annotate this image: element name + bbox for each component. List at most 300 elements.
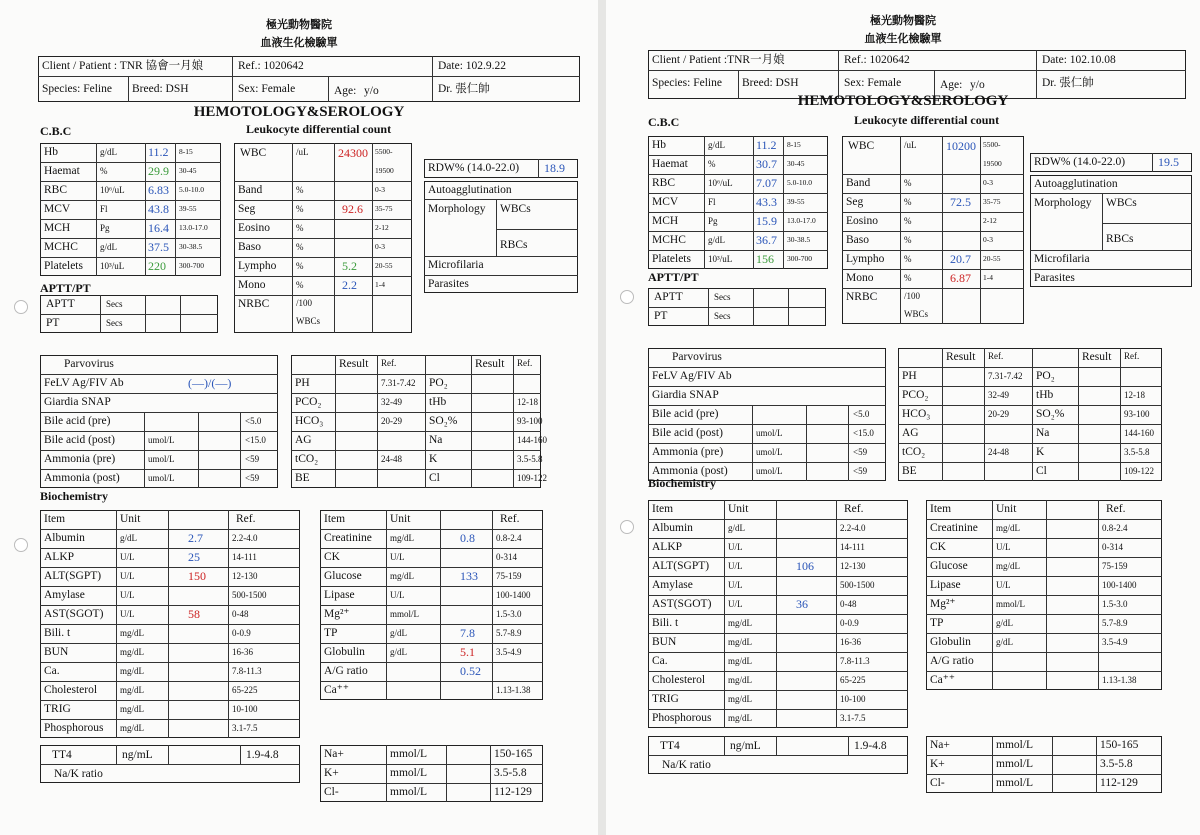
cbc-unit: g/dL (708, 235, 725, 245)
row-divider (926, 519, 1162, 520)
doctor-field: Dr. 張仁帥 (438, 83, 490, 95)
wbc-value: 24300 (338, 146, 368, 160)
cbc-unit: g/dL (708, 140, 725, 150)
electrolyte-ref: 3.5-5.8 (1100, 758, 1133, 770)
cbc-value: 7.07 (756, 176, 777, 190)
cbc-unit: 10⁶/uL (100, 185, 125, 195)
bg-ref: 3.5-5.8 (517, 454, 543, 464)
row-divider (234, 295, 412, 296)
wbc-name: WBC (240, 147, 267, 159)
bio-unit: mg/dL (120, 647, 144, 657)
lab-report-sheet-left (0, 0, 598, 835)
row-divider (926, 774, 1162, 775)
bio-ref: 1.13-1.38 (1102, 675, 1137, 685)
column-divider (232, 56, 233, 102)
leuko-unit: % (296, 242, 304, 252)
electrolyte-name: Na+ (930, 739, 950, 751)
column-divider (446, 745, 447, 802)
bg-ref: 93-100 (1124, 409, 1150, 419)
cbc-unit: % (708, 159, 716, 169)
row-divider (648, 690, 908, 691)
leuko-name: Band (238, 184, 263, 196)
bio-unit: mmol/L (996, 599, 1025, 609)
rdw-label: RDW% (14.0-22.0) (428, 162, 520, 174)
row-divider (842, 174, 1024, 175)
sex-field: Sex: Female (238, 83, 296, 95)
row-divider (234, 257, 412, 258)
electrolyte-ref: 112-129 (1100, 777, 1138, 789)
bio-ref-header: Ref. (844, 503, 864, 515)
row-divider (1030, 250, 1192, 251)
column-divider (848, 736, 849, 755)
leuko-name: Lympho (846, 253, 885, 265)
row-divider (898, 405, 1162, 406)
wbc-unit: /uL (904, 140, 917, 150)
bio-unit: mg/dL (120, 628, 144, 638)
electrolyte-unit: mmol/L (390, 748, 428, 760)
bio-ref: 7.8-11.3 (840, 656, 870, 666)
leuko-name: Baso (846, 234, 869, 246)
cbc-unit: Pg (100, 223, 110, 233)
cbc-unit: 10⁶/uL (708, 178, 733, 188)
serology-ref: <59 (853, 466, 868, 476)
wbc-ref: 5500- (983, 140, 1001, 149)
row-divider (40, 624, 300, 625)
row-divider (320, 586, 543, 587)
leuko-title: Leukocyte differential count (246, 122, 392, 136)
serology-unit: umol/L (148, 454, 175, 464)
leuko-name: Seg (846, 196, 864, 208)
bio-unit: g/dL (996, 637, 1013, 647)
bio-ref: 2.2-4.0 (840, 523, 866, 533)
leuko-name: Lympho (238, 260, 277, 272)
bg-ref-header: Ref. (517, 358, 533, 368)
electrolyte-name: K+ (930, 758, 945, 770)
wbc-ref: 19500 (983, 159, 1002, 168)
bio-name: Mg²⁺ (324, 608, 350, 620)
cbc-value: 36.7 (756, 233, 777, 247)
cbc-unit: g/dL (100, 242, 117, 252)
bio-ref: 0-48 (232, 609, 249, 619)
aptt-name: PT (654, 310, 668, 322)
row-divider (898, 386, 1162, 387)
bio-unit: g/dL (390, 647, 407, 657)
row-divider (926, 671, 1162, 672)
cbc-ref: 30-38.5 (179, 242, 203, 251)
leuko-name: Band (846, 177, 871, 189)
morph-rbcs: RBCs (1106, 233, 1134, 245)
nrbc-unit: /100 (296, 298, 313, 308)
bio-unit: U/L (120, 590, 135, 600)
serology-unit: umol/L (756, 447, 783, 457)
bio-name: Creatinine (930, 522, 978, 534)
row-divider (898, 443, 1162, 444)
cbc-value: 16.4 (148, 221, 169, 235)
date-field: Date: 102.10.08 (1042, 54, 1116, 66)
tt4-unit: ng/mL (730, 740, 761, 752)
cbc-ref: 5.0-10.0 (787, 178, 812, 187)
bio-ref: 10-100 (840, 694, 866, 704)
bg-name: BE (902, 465, 917, 477)
bio-name: AST(SGOT) (44, 608, 104, 620)
morphology-label: Morphology (1034, 197, 1092, 209)
leuko-value: 6.87 (950, 271, 971, 285)
bio-unit: U/L (996, 580, 1011, 590)
cbc-ref: 300-700 (179, 261, 204, 270)
bg-name: SO₂% (1036, 408, 1065, 420)
row-divider (424, 199, 578, 200)
row-divider (40, 162, 221, 163)
serology-name: Bile acid (pre) (44, 415, 111, 427)
row-divider (320, 567, 543, 568)
bg-name: tHb (1036, 389, 1054, 401)
cbc-ref: 30-45 (179, 166, 197, 175)
parasites-label: Parasites (428, 278, 469, 290)
electrolyte-name: Na+ (324, 748, 344, 760)
bg-result-header: Result (339, 358, 369, 370)
bio-ref: 0-314 (496, 552, 517, 562)
bio-item-header: Item (930, 503, 952, 515)
serology-name: Parvovirus (672, 351, 722, 363)
row-divider (320, 783, 543, 784)
electrolyte-unit: mmol/L (996, 758, 1034, 770)
row-divider (926, 755, 1162, 756)
bg-name: HCO₃ (295, 415, 324, 427)
electrolyte-name: Cl- (930, 777, 945, 789)
row-divider (648, 231, 828, 232)
cbc-name: MCH (44, 222, 71, 234)
nrbc-unit: /100 (904, 291, 921, 301)
leuko-ref: 0-3 (375, 185, 385, 194)
bio-ref: 3.5-4.9 (496, 647, 522, 657)
bio-ref: 7.8-11.3 (232, 666, 262, 676)
row-divider (926, 595, 1162, 596)
row-divider (648, 193, 828, 194)
bio-name: ALT(SGPT) (44, 570, 102, 582)
column-divider (838, 50, 839, 99)
wbc-ref: 5500- (375, 147, 393, 156)
bg-result-header: Result (1082, 351, 1112, 363)
cbc-ref: 8-15 (179, 147, 193, 156)
electrolyte-ref: 3.5-5.8 (494, 767, 527, 779)
cbc-name: Hb (652, 139, 667, 151)
bio-unit: U/L (728, 580, 743, 590)
age-field: Age: (940, 79, 963, 91)
serology-unit: umol/L (756, 428, 783, 438)
bio-unit: mg/dL (120, 704, 144, 714)
row-divider (40, 374, 278, 375)
bio-name: Creatinine (324, 532, 372, 544)
bio-ref: 10-100 (232, 704, 258, 714)
row-divider (842, 288, 1024, 289)
age-unit: y/o (364, 85, 379, 97)
cbc-ref: 5.0-10.0 (179, 185, 204, 194)
bio-ref: 0-0.9 (840, 618, 859, 628)
bio-name: ALKP (44, 551, 75, 563)
row-divider (648, 386, 886, 387)
serology-name: Giardia SNAP (44, 396, 111, 408)
column-divider (1102, 193, 1103, 250)
doctor-field: Dr. 張仁帥 (1042, 77, 1094, 89)
bio-value: 106 (796, 559, 814, 573)
leuko-title: Leukocyte differential count (854, 113, 1000, 127)
bg-ref: 20-29 (988, 409, 1009, 419)
column-divider (538, 159, 539, 178)
row-divider (648, 557, 908, 558)
column-divider (116, 745, 117, 764)
row-divider (291, 412, 541, 413)
bg-name: HCO₃ (902, 408, 931, 420)
microfilaria-label: Microfilaria (428, 259, 484, 271)
serology-name: Bile acid (post) (44, 434, 115, 446)
cbc-value: 15.9 (756, 214, 777, 228)
row-divider (320, 643, 543, 644)
bio-ref: 3.5-4.9 (1102, 637, 1128, 647)
bg-ref: 24-48 (381, 454, 402, 464)
bg-name: K (1036, 446, 1045, 458)
row-divider (648, 519, 908, 520)
bg-ref: 93-100 (517, 416, 543, 426)
row-divider (648, 671, 908, 672)
row-divider (40, 393, 278, 394)
aptt-unit: Secs (714, 311, 731, 321)
tt4-name: TT4 (52, 749, 72, 761)
leuko-unit: % (904, 178, 912, 188)
autoagg-label: Autoagglutination (428, 184, 512, 196)
row-divider (234, 276, 412, 277)
bio-value: 0.52 (460, 664, 481, 678)
serology-name: FeLV Ag/FIV Ab (652, 370, 732, 382)
bio-name: ALKP (652, 541, 683, 553)
bio-value: 5.1 (460, 645, 475, 659)
row-divider (320, 605, 543, 606)
cbc-ref: 30-38.5 (787, 235, 811, 244)
row-divider (320, 764, 543, 765)
leuko-name: Baso (238, 241, 261, 253)
row-divider (648, 405, 886, 406)
cbc-ref: 8-15 (787, 140, 801, 149)
bg-name: Na (429, 434, 443, 446)
bio-name: BUN (44, 646, 69, 658)
row-divider (648, 652, 908, 653)
wbc-ref: 19500 (375, 166, 394, 175)
row-divider (40, 431, 278, 432)
cbc-name: Platelets (44, 260, 83, 272)
tt4-ref: 1.9-4.8 (854, 740, 887, 752)
cbc-unit: g/dL (100, 147, 117, 157)
bio-value: 133 (460, 569, 478, 583)
bio-ref: 75-159 (1102, 561, 1128, 571)
column-divider (240, 745, 241, 764)
row-divider (648, 443, 886, 444)
bio-name: Glucose (930, 560, 968, 572)
row-divider (234, 238, 412, 239)
bg-name: tCO₂ (902, 446, 926, 458)
tt4-name: TT4 (660, 740, 680, 752)
leuko-ref: 20-55 (375, 261, 393, 270)
bio-unit-header: Unit (728, 503, 749, 515)
cbc-value: 37.5 (148, 240, 169, 254)
electrolyte-unit: mmol/L (390, 767, 428, 779)
bio-ref: 16-36 (232, 647, 253, 657)
cbc-name: Hb (44, 146, 59, 158)
bio-ref: 500-1500 (840, 580, 875, 590)
bio-unit: mg/dL (390, 571, 414, 581)
leuko-unit: % (904, 273, 912, 283)
bio-name: Albumin (652, 522, 693, 534)
bg-name: AG (295, 434, 312, 446)
bio-value: 25 (188, 550, 200, 564)
bio-name: TP (324, 627, 338, 639)
cbc-value: 29.9 (148, 164, 169, 178)
aptt-unit: Secs (106, 299, 123, 309)
bio-item-header: Item (652, 503, 674, 515)
bg-ref-header: Ref. (381, 358, 397, 368)
binder-hole (14, 538, 28, 552)
bg-name: K (429, 453, 438, 465)
bio-value: 0.8 (460, 531, 475, 545)
bio-ref: 100-1400 (1102, 580, 1137, 590)
column-divider (386, 745, 387, 802)
row-divider (926, 538, 1162, 539)
row-divider (926, 557, 1162, 558)
bg-result-header: Result (946, 351, 976, 363)
leuko-ref: 0-3 (375, 242, 385, 251)
aptt-name: APTT (654, 291, 683, 303)
bio-name: Albumin (44, 532, 85, 544)
serology-name: Bile acid (post) (652, 427, 723, 439)
serology-ref: <15.0 (853, 428, 874, 438)
row-divider (291, 431, 541, 432)
bio-unit: mg/dL (728, 656, 752, 666)
microfilaria-label: Microfilaria (1034, 253, 1090, 265)
leuko-ref: 35-75 (375, 204, 393, 213)
serology-ref: <59 (853, 447, 868, 457)
leuko-unit: % (296, 280, 304, 290)
row-divider (40, 200, 221, 201)
serology-ref: <15.0 (245, 435, 266, 445)
row-divider (40, 548, 300, 549)
bio-unit: U/L (120, 609, 135, 619)
bio-name: Mg²⁺ (930, 598, 956, 610)
cbc-unit: 10³/uL (100, 261, 125, 271)
bio-unit: mg/dL (728, 618, 752, 628)
column-divider (432, 56, 433, 102)
bio-unit: mg/dL (996, 523, 1020, 533)
bio-name: Ca⁺⁺ (930, 674, 955, 686)
leuko-value: 72.5 (950, 195, 971, 209)
bio-name: Ca. (652, 655, 668, 667)
row-divider (291, 469, 541, 470)
column-divider (168, 745, 169, 764)
row-divider (926, 576, 1162, 577)
row-divider (40, 681, 300, 682)
bio-unit: U/L (390, 552, 405, 562)
leuko-unit: % (904, 197, 912, 207)
column-divider (328, 76, 329, 102)
serology-name: Ammonia (post) (652, 465, 728, 477)
ref-field: Ref.: 1020642 (844, 54, 910, 66)
sex-field: Sex: Female (844, 77, 902, 89)
bio-value: 36 (796, 597, 808, 611)
hospital-name: 極光動物醫院 (266, 19, 332, 31)
serology-ref: <59 (245, 473, 260, 483)
autoagg-label: Autoagglutination (1034, 178, 1118, 190)
hospital-name: 極光動物醫院 (870, 15, 936, 27)
aptt-name: APTT (46, 298, 75, 310)
bio-unit: mg/dL (120, 685, 144, 695)
age-field: Age: (334, 85, 357, 97)
bg-name: PH (902, 370, 917, 382)
bio-ref: 3.1-7.5 (232, 723, 258, 733)
row-divider (926, 614, 1162, 615)
leuko-ref: 1-4 (983, 273, 993, 282)
row-divider (648, 595, 908, 596)
bio-ref: 65-225 (232, 685, 258, 695)
bio-unit: mg/dL (728, 675, 752, 685)
leuko-unit: % (904, 216, 912, 226)
ref-field: Ref.: 1020642 (238, 60, 304, 72)
bio-ref: 100-1400 (496, 590, 531, 600)
row-divider (648, 307, 826, 308)
serology-value: (—)/(—) (188, 376, 232, 390)
date-field: Date: 102.9.22 (438, 60, 507, 72)
cbc-unit: Pg (708, 216, 718, 226)
client-patient-field: Client / Patient :TNR一月娘 (652, 54, 785, 66)
row-divider (38, 76, 580, 77)
row-divider (320, 681, 543, 682)
row-divider (926, 633, 1162, 634)
row-divider (898, 462, 1162, 463)
row-divider (1030, 193, 1192, 194)
aptt-unit: Secs (714, 292, 731, 302)
bio-unit: g/dL (996, 618, 1013, 628)
bg-name: PO₂ (1036, 370, 1055, 382)
cbc-ref: 30-45 (787, 159, 805, 168)
cbc-name: Haemat (652, 158, 688, 170)
wbc-unit: /uL (296, 147, 309, 157)
row-divider (648, 462, 886, 463)
row-divider (842, 231, 1024, 232)
bg-name: Na (1036, 427, 1050, 439)
bio-unit-header: Unit (996, 503, 1017, 515)
form-title: 血液生化檢驗單 (260, 37, 338, 49)
bio-unit: U/L (120, 571, 135, 581)
leuko-value: 5.2 (342, 259, 357, 273)
row-divider (320, 529, 543, 530)
row-divider (320, 662, 543, 663)
bg-ref: 144-160 (517, 435, 547, 445)
leuko-value: 20.7 (950, 252, 971, 266)
bio-name: AST(SGOT) (652, 598, 712, 610)
aptt-name: PT (46, 317, 60, 329)
bio-ref: 0-0.9 (232, 628, 251, 638)
cbc-value: 11.2 (756, 138, 777, 152)
serology-unit: umol/L (148, 435, 175, 445)
nrbc-unit: WBCs (904, 309, 929, 319)
row-divider (648, 538, 908, 539)
bio-ref: 0-314 (1102, 542, 1123, 552)
parasites-label: Parasites (1034, 272, 1075, 284)
row-divider (926, 652, 1162, 653)
bg-name: Cl (429, 472, 440, 484)
wbc-name: WBC (848, 140, 875, 152)
bg-ref: 12-18 (1124, 390, 1145, 400)
column-divider (992, 736, 993, 793)
leuko-unit: % (296, 261, 304, 271)
bio-unit: mg/dL (120, 723, 144, 733)
bg-name: tCO₂ (295, 453, 319, 465)
